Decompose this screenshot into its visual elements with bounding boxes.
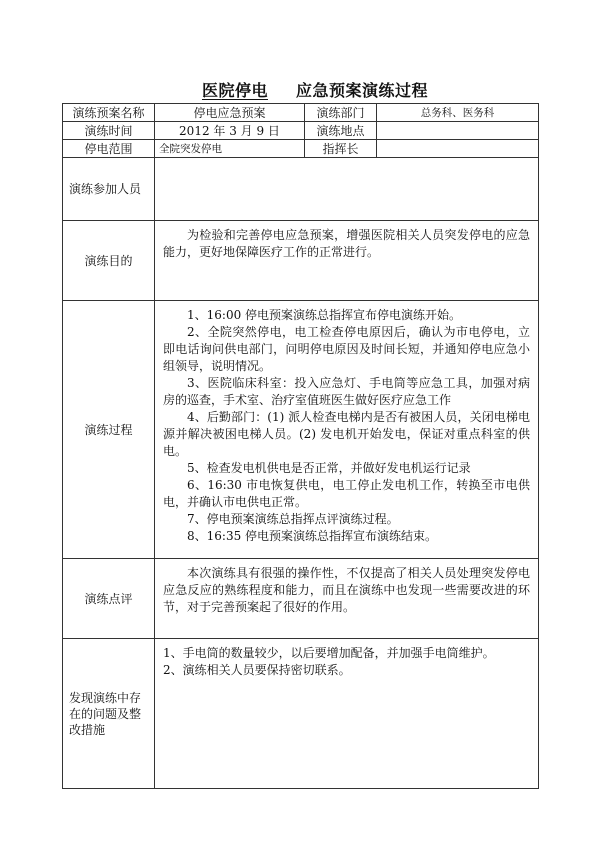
- dept-label: 演练部门: [305, 104, 377, 122]
- row-issues: [63, 639, 539, 789]
- process-label: 演练过程: [63, 301, 155, 559]
- issue-item: 2、演练相关人员要保持密切联系。: [163, 663, 351, 677]
- process-cell: [155, 301, 539, 559]
- process-step: 4、后勤部门：(1) 派人检查电梯内是否有被困人员，关闭电梯电源并解决被困电梯人员。(2) 发电机开始发电，保证对重点科室的供电。: [163, 410, 530, 458]
- row-review: [63, 559, 539, 639]
- process-step: 5、检查发电机供电是否正常，并做好发电机运行记录: [187, 461, 471, 475]
- place-label: 演练地点: [305, 122, 377, 140]
- participants-value: [155, 158, 539, 221]
- commander-label: 指挥长: [305, 140, 377, 158]
- issues-label: 发现演练中存在的问题及整改措施: [63, 639, 155, 789]
- review-label: 演练点评: [63, 559, 155, 639]
- row-scope: [63, 140, 539, 158]
- row-plan-name: [63, 104, 539, 122]
- drill-record-table: [62, 103, 539, 789]
- review-cell: [155, 559, 539, 639]
- place-value: [377, 122, 539, 140]
- row-purpose: [63, 221, 539, 301]
- issues-cell: [155, 639, 539, 789]
- plan-name-label: 演练预案名称: [63, 104, 155, 122]
- purpose-cell: [155, 221, 539, 301]
- row-time: [63, 122, 539, 140]
- process-step: 8、16:35 停电预案演练总指挥宣布演练结束。: [187, 529, 438, 543]
- title-part-drill-process: 应急预案演练过程: [296, 81, 429, 100]
- title-part-hospital-outage: 医院停电: [201, 81, 268, 100]
- scope-value: 全院突发停电: [155, 140, 305, 158]
- scope-label: 停电范围: [63, 140, 155, 158]
- dept-value: 总务科、医务科: [377, 104, 539, 122]
- process-step: 6、16:30 市电恢复供电，电工停止发电机工作，转换至市电供电，并确认市电供电正常。: [163, 478, 530, 509]
- process-step: 7、停电预案演练总指挥点评演练过程。: [187, 512, 399, 526]
- plan-name-value: 停电应急预案: [155, 104, 305, 122]
- document-title: [62, 78, 538, 101]
- review-text: 本次演练具有很强的操作性，不仅提高了相关人员处理突发停电应急反应的熟练程度和能力，而且在演练中也发现一些需要改进的环节，对于完善预案起了很好的作用。: [163, 566, 530, 614]
- issue-item: 1、手电筒的数量较少，以后要增加配备，并加强手电筒维护。: [163, 646, 495, 660]
- process-step: 1、16:00 停电预案演练总指挥宣布停电演练开始。: [187, 308, 462, 322]
- commander-value: [377, 140, 539, 158]
- purpose-text: 为检验和完善停电应急预案，增强医院相关人员突发停电的应急能力，更好地保障医疗工作的正常进行。: [163, 228, 530, 259]
- purpose-label: 演练目的: [63, 221, 155, 301]
- process-step: 2、全院突然停电，电工检查停电原因后，确认为市电停电，立即电话询问供电部门，问明停电原因及时间长短，并通知停电应急小组领导，说明情况。: [163, 325, 530, 373]
- row-participants: [63, 158, 539, 221]
- row-process: [63, 301, 539, 559]
- time-value: 2012 年 3 月 9 日: [155, 122, 305, 140]
- process-step: 3、医院临床科室：投入应急灯、手电筒等应急工具，加强对病房的巡查，手术室、治疗室值班医生做好医疗应急工作: [163, 376, 530, 407]
- time-label: 演练时间: [63, 122, 155, 140]
- participants-label: 演练参加人员: [63, 158, 155, 221]
